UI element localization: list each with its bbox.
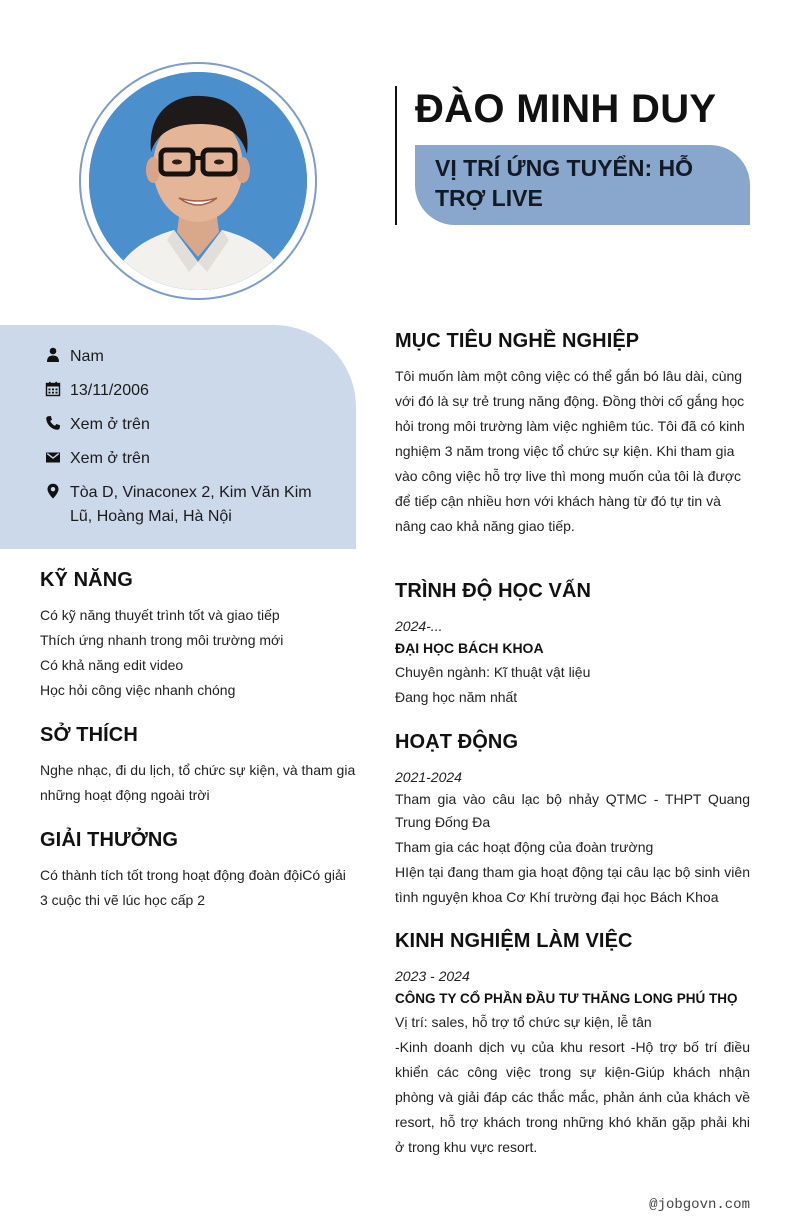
education-period: 2024-... [395,618,443,634]
skills-list [40,603,356,703]
phone-icon [44,414,62,432]
experience-role: Vị trí: sales, hỗ trợ tổ chức sự kiện, lễ tân [395,1014,652,1030]
calendar-icon [44,380,62,398]
person-icon [44,346,62,364]
education-school: ĐẠI HỌC BÁCH KHOA [395,640,544,656]
contact-phone [44,413,315,437]
position-banner [415,145,750,225]
birthdate-value: 13/11/2006 [70,382,149,399]
awards-text: Có thành tích tốt trong hoạt động đoàn độiCó giải 3 cuộc thi vẽ lúc học cấp 2 [40,867,346,908]
activities-entry [395,766,750,910]
gender-value: Nam [70,348,104,365]
activities-period: 2021-2024 [395,769,462,785]
email-value: Xem ở trên [70,450,150,467]
phone-value: Xem ở trên [70,416,150,433]
education-heading: TRÌNH ĐỘ HỌC VẤN [395,580,592,602]
education-line: Đang học năm nhất [395,689,518,705]
hobbies-text: Nghe nhạc, đi du lịch, tổ chức sự kiện, và tham gia những hoạt động ngoài trời [40,762,356,803]
skills-heading: KỸ NĂNG [40,569,133,591]
activity-line: HIện tại đang tham gia hoạt động tại câu lạc bộ sinh viên tình nguyện khoa Cơ Khí trường đại học Bách Khoa [395,864,750,905]
hobbies-heading: SỞ THÍCH [40,724,138,746]
header-divider [395,86,397,225]
contact-email [44,447,315,471]
candidate-name: ĐÀO MINH DUY [415,87,717,131]
avatar-frame [79,62,317,300]
objective-heading: MỤC TIÊU NGHỀ NGHIỆP [395,330,640,352]
experience-description: -Kinh doanh dịch vụ của khu resort -Hộ trợ bố trí điều khiển các công việc trong sự kiện-Giúp khách nhận phòng và giải đáp các thắc mắc, phản ánh của khách về resort, hỗ trợ khách trong những khó khăn gặp phải khi ở trong khu vực resort. [395,1039,750,1155]
experience-entry [395,965,750,1160]
objective-text: Tôi muốn làm một công việc có thể gắn bó lâu dài, cùng với đó là sự trẻ trung năng động. Đồng thời cố gắng học hỏi trong môi trường làm việc nghiêm túc. Tôi đã có kinh nghiệm 3 năm trong việc tổ chức sự kiện. Khi tham gia vào công việc hỗ trợ live thì mong muốn của tôi là được để tiếp cận nhiều hơn với khách hàng từ đó tự tin và nâng cao khả năng giao tiếp. [395,368,745,534]
activity-line: Tham gia các hoạt động của đoàn trường [395,839,654,855]
contact-gender [44,345,315,369]
education-line: Chuyên ngành: Kĩ thuật vật liệu [395,664,591,680]
skill-item: Học hỏi công việc nhanh chóng [40,682,236,698]
address-value: Tòa D, Vinaconex 2, Kim Văn Kim Lũ, Hoàng Mai, Hà Nội [70,484,312,525]
position-title: VỊ TRÍ ỨNG TUYỂN: HỖ TRỢ LIVE [435,155,694,211]
skill-item: Có kỹ năng thuyết trình tốt và giao tiếp [40,607,280,623]
skill-item: Thích ứng nhanh trong môi trường mới [40,632,284,648]
contact-address [44,481,315,529]
location-pin-icon [44,482,62,500]
portrait-image [89,72,307,290]
education-entry [395,615,750,710]
avatar-photo [89,72,307,290]
watermark: @jobgovn.com [649,1197,750,1213]
skill-item: Có khả năng edit video [40,657,184,673]
experience-heading: KINH NGHIỆM LÀM VIỆC [395,930,633,952]
contact-birthdate [44,379,315,403]
activities-heading: HOẠT ĐỘNG [395,731,519,753]
experience-period: 2023 - 2024 [395,968,470,984]
activity-line: Tham gia vào câu lạc bộ nhảy QTMC - THPT Quang Trung Đống Đa [395,791,750,830]
experience-company: CÔNG TY CỔ PHẦN ĐẦU TƯ THĂNG LONG PHÚ THỌ [395,991,738,1006]
awards-heading: GIẢI THƯỞNG [40,829,179,851]
email-icon [44,448,62,466]
